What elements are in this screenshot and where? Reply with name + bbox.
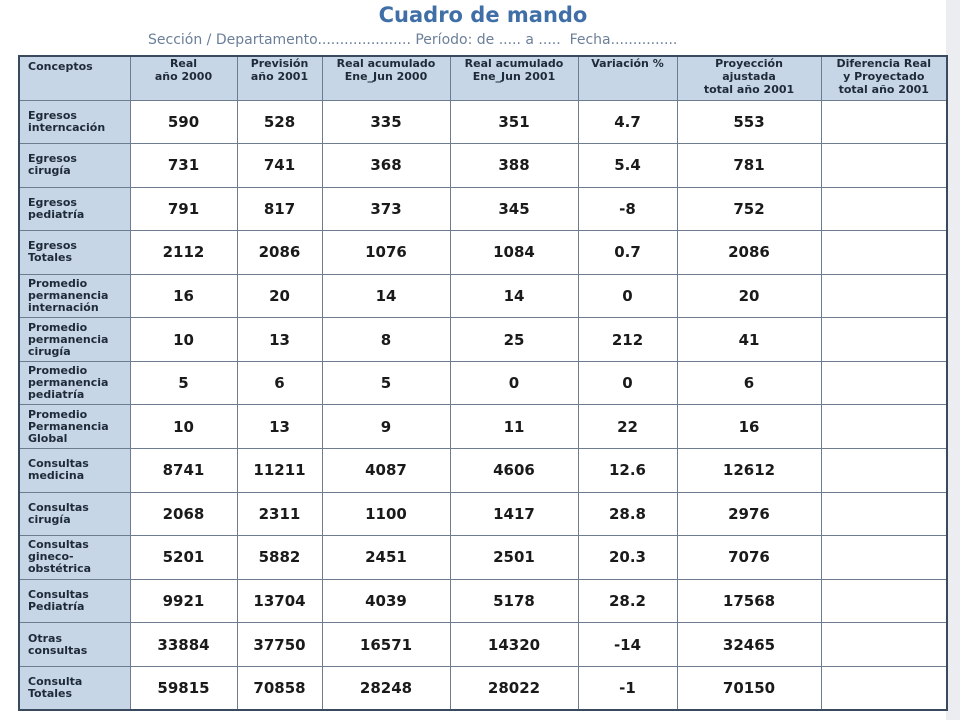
cell-prevision-2001: 13 bbox=[237, 318, 322, 362]
column-header-real-2000: Real año 2000 bbox=[130, 56, 237, 100]
table-row bbox=[19, 449, 947, 493]
cell-real-2000: 59815 bbox=[130, 666, 237, 710]
column-header-conceptos: Conceptos bbox=[19, 56, 130, 100]
cell-proyeccion-2001: 752 bbox=[677, 187, 821, 231]
row-concept-label: Promedio Permanencia Global bbox=[19, 405, 130, 449]
cell-diferencia-2001 bbox=[821, 144, 947, 188]
cell-real-acum-2000: 373 bbox=[322, 187, 450, 231]
cell-proyeccion-2001: 20 bbox=[677, 274, 821, 318]
right-margin-strip bbox=[946, 0, 960, 720]
cell-real-acum-2000: 9 bbox=[322, 405, 450, 449]
table-row bbox=[19, 274, 947, 318]
cell-real-acum-2000: 14 bbox=[322, 274, 450, 318]
cell-real-acum-2001: 351 bbox=[450, 100, 578, 144]
cell-real-acum-2001: 1417 bbox=[450, 492, 578, 536]
cell-proyeccion-2001: 2086 bbox=[677, 231, 821, 275]
cell-real-acum-2001: 4606 bbox=[450, 449, 578, 493]
table-row bbox=[19, 536, 947, 580]
cell-prevision-2001: 20 bbox=[237, 274, 322, 318]
cell-diferencia-2001 bbox=[821, 449, 947, 493]
cell-prevision-2001: 13 bbox=[237, 405, 322, 449]
table-row bbox=[19, 579, 947, 623]
cell-real-acum-2000: 1076 bbox=[322, 231, 450, 275]
row-concept-label: Otras consultas bbox=[19, 623, 130, 667]
cell-real-2000: 2068 bbox=[130, 492, 237, 536]
cell-proyeccion-2001: 70150 bbox=[677, 666, 821, 710]
cell-real-acum-2000: 2451 bbox=[322, 536, 450, 580]
cell-proyeccion-2001: 17568 bbox=[677, 579, 821, 623]
cell-variacion: -8 bbox=[578, 187, 677, 231]
row-concept-label: Egresos cirugía bbox=[19, 144, 130, 188]
cell-prevision-2001: 2086 bbox=[237, 231, 322, 275]
cell-real-acum-2001: 1084 bbox=[450, 231, 578, 275]
cell-real-2000: 590 bbox=[130, 100, 237, 144]
table-row bbox=[19, 318, 947, 362]
cell-real-acum-2000: 4087 bbox=[322, 449, 450, 493]
cell-prevision-2001: 37750 bbox=[237, 623, 322, 667]
table-row bbox=[19, 666, 947, 710]
cell-proyeccion-2001: 7076 bbox=[677, 536, 821, 580]
cell-real-acum-2000: 5 bbox=[322, 361, 450, 405]
cell-prevision-2001: 11211 bbox=[237, 449, 322, 493]
table-header-row bbox=[19, 56, 947, 100]
cell-real-acum-2001: 2501 bbox=[450, 536, 578, 580]
row-concept-label: Consulta Totales bbox=[19, 666, 130, 710]
cell-diferencia-2001 bbox=[821, 579, 947, 623]
row-concept-label: Consultas medicina bbox=[19, 449, 130, 493]
cell-real-2000: 16 bbox=[130, 274, 237, 318]
row-concept-label: Promedio permanencia pediatría bbox=[19, 361, 130, 405]
table-row bbox=[19, 231, 947, 275]
cell-variacion: 12.6 bbox=[578, 449, 677, 493]
cell-variacion: 0.7 bbox=[578, 231, 677, 275]
cell-variacion: 212 bbox=[578, 318, 677, 362]
cell-real-acum-2000: 368 bbox=[322, 144, 450, 188]
cell-proyeccion-2001: 32465 bbox=[677, 623, 821, 667]
cell-diferencia-2001 bbox=[821, 492, 947, 536]
cell-diferencia-2001 bbox=[821, 666, 947, 710]
column-header-prevision-2001: Previsión año 2001 bbox=[237, 56, 322, 100]
cell-diferencia-2001 bbox=[821, 536, 947, 580]
cell-real-acum-2001: 14320 bbox=[450, 623, 578, 667]
cell-real-acum-2001: 0 bbox=[450, 361, 578, 405]
cell-real-2000: 731 bbox=[130, 144, 237, 188]
column-header-variacion: Variación % bbox=[578, 56, 677, 100]
row-concept-label: Consultas gineco- obstétrica bbox=[19, 536, 130, 580]
cell-real-acum-2001: 345 bbox=[450, 187, 578, 231]
cell-variacion: 0 bbox=[578, 361, 677, 405]
cell-real-2000: 5 bbox=[130, 361, 237, 405]
cell-diferencia-2001 bbox=[821, 405, 947, 449]
cell-variacion: 28.2 bbox=[578, 579, 677, 623]
cell-proyeccion-2001: 12612 bbox=[677, 449, 821, 493]
page-subtitle: Sección / Departamento..................... Período: de ..... a ..... Fecha............... bbox=[148, 32, 678, 48]
cell-variacion: 4.7 bbox=[578, 100, 677, 144]
cell-real-2000: 2112 bbox=[130, 231, 237, 275]
table-row bbox=[19, 492, 947, 536]
cell-variacion: 20.3 bbox=[578, 536, 677, 580]
cell-prevision-2001: 6 bbox=[237, 361, 322, 405]
column-header-real-acum-2000: Real acumulado Ene_Jun 2000 bbox=[322, 56, 450, 100]
cell-diferencia-2001 bbox=[821, 318, 947, 362]
row-concept-label: Egresos interncación bbox=[19, 100, 130, 144]
cell-real-acum-2001: 388 bbox=[450, 144, 578, 188]
row-concept-label: Consultas cirugía bbox=[19, 492, 130, 536]
column-header-proyeccion-2001: Proyección ajustada total año 2001 bbox=[677, 56, 821, 100]
cell-real-acum-2001: 11 bbox=[450, 405, 578, 449]
cell-prevision-2001: 817 bbox=[237, 187, 322, 231]
cell-proyeccion-2001: 2976 bbox=[677, 492, 821, 536]
cell-proyeccion-2001: 781 bbox=[677, 144, 821, 188]
cell-proyeccion-2001: 6 bbox=[677, 361, 821, 405]
table-body bbox=[19, 100, 947, 710]
cell-diferencia-2001 bbox=[821, 231, 947, 275]
cell-real-acum-2000: 28248 bbox=[322, 666, 450, 710]
row-concept-label: Promedio permanencia cirugía bbox=[19, 318, 130, 362]
column-header-real-acum-2001: Real acumulado Ene_Jun 2001 bbox=[450, 56, 578, 100]
cell-real-acum-2001: 25 bbox=[450, 318, 578, 362]
page-title: Cuadro de mando bbox=[378, 3, 588, 27]
cell-prevision-2001: 528 bbox=[237, 100, 322, 144]
cell-prevision-2001: 5882 bbox=[237, 536, 322, 580]
cell-variacion: 5.4 bbox=[578, 144, 677, 188]
cell-variacion: 0 bbox=[578, 274, 677, 318]
row-concept-label: Egresos Totales bbox=[19, 231, 130, 275]
cell-prevision-2001: 70858 bbox=[237, 666, 322, 710]
cell-proyeccion-2001: 553 bbox=[677, 100, 821, 144]
cell-real-acum-2001: 5178 bbox=[450, 579, 578, 623]
cell-real-acum-2000: 335 bbox=[322, 100, 450, 144]
cell-diferencia-2001 bbox=[821, 361, 947, 405]
cell-variacion: -1 bbox=[578, 666, 677, 710]
cell-real-acum-2000: 4039 bbox=[322, 579, 450, 623]
cell-variacion: -14 bbox=[578, 623, 677, 667]
cell-prevision-2001: 2311 bbox=[237, 492, 322, 536]
cell-real-2000: 10 bbox=[130, 318, 237, 362]
cell-diferencia-2001 bbox=[821, 100, 947, 144]
row-concept-label: Consultas Pediatría bbox=[19, 579, 130, 623]
cell-real-2000: 5201 bbox=[130, 536, 237, 580]
cell-prevision-2001: 741 bbox=[237, 144, 322, 188]
cell-proyeccion-2001: 16 bbox=[677, 405, 821, 449]
cell-variacion: 28.8 bbox=[578, 492, 677, 536]
table-row bbox=[19, 144, 947, 188]
cell-real-2000: 9921 bbox=[130, 579, 237, 623]
cell-real-acum-2000: 16571 bbox=[322, 623, 450, 667]
cell-prevision-2001: 13704 bbox=[237, 579, 322, 623]
cell-real-acum-2000: 1100 bbox=[322, 492, 450, 536]
dashboard-table bbox=[18, 55, 948, 711]
cell-real-2000: 33884 bbox=[130, 623, 237, 667]
row-concept-label: Egresos pediatría bbox=[19, 187, 130, 231]
table-row bbox=[19, 100, 947, 144]
column-header-diferencia-2001: Diferencia Real y Proyectado total año 2001 bbox=[821, 56, 947, 100]
cell-proyeccion-2001: 41 bbox=[677, 318, 821, 362]
row-concept-label: Promedio permanencia internación bbox=[19, 274, 130, 318]
table-row bbox=[19, 405, 947, 449]
cell-real-2000: 8741 bbox=[130, 449, 237, 493]
cell-diferencia-2001 bbox=[821, 274, 947, 318]
cell-diferencia-2001 bbox=[821, 623, 947, 667]
cell-real-2000: 791 bbox=[130, 187, 237, 231]
cell-real-acum-2001: 14 bbox=[450, 274, 578, 318]
cell-variacion: 22 bbox=[578, 405, 677, 449]
cell-diferencia-2001 bbox=[821, 187, 947, 231]
cell-real-2000: 10 bbox=[130, 405, 237, 449]
table-row bbox=[19, 623, 947, 667]
table-row bbox=[19, 361, 947, 405]
cell-real-acum-2001: 28022 bbox=[450, 666, 578, 710]
table-row bbox=[19, 187, 947, 231]
cell-real-acum-2000: 8 bbox=[322, 318, 450, 362]
